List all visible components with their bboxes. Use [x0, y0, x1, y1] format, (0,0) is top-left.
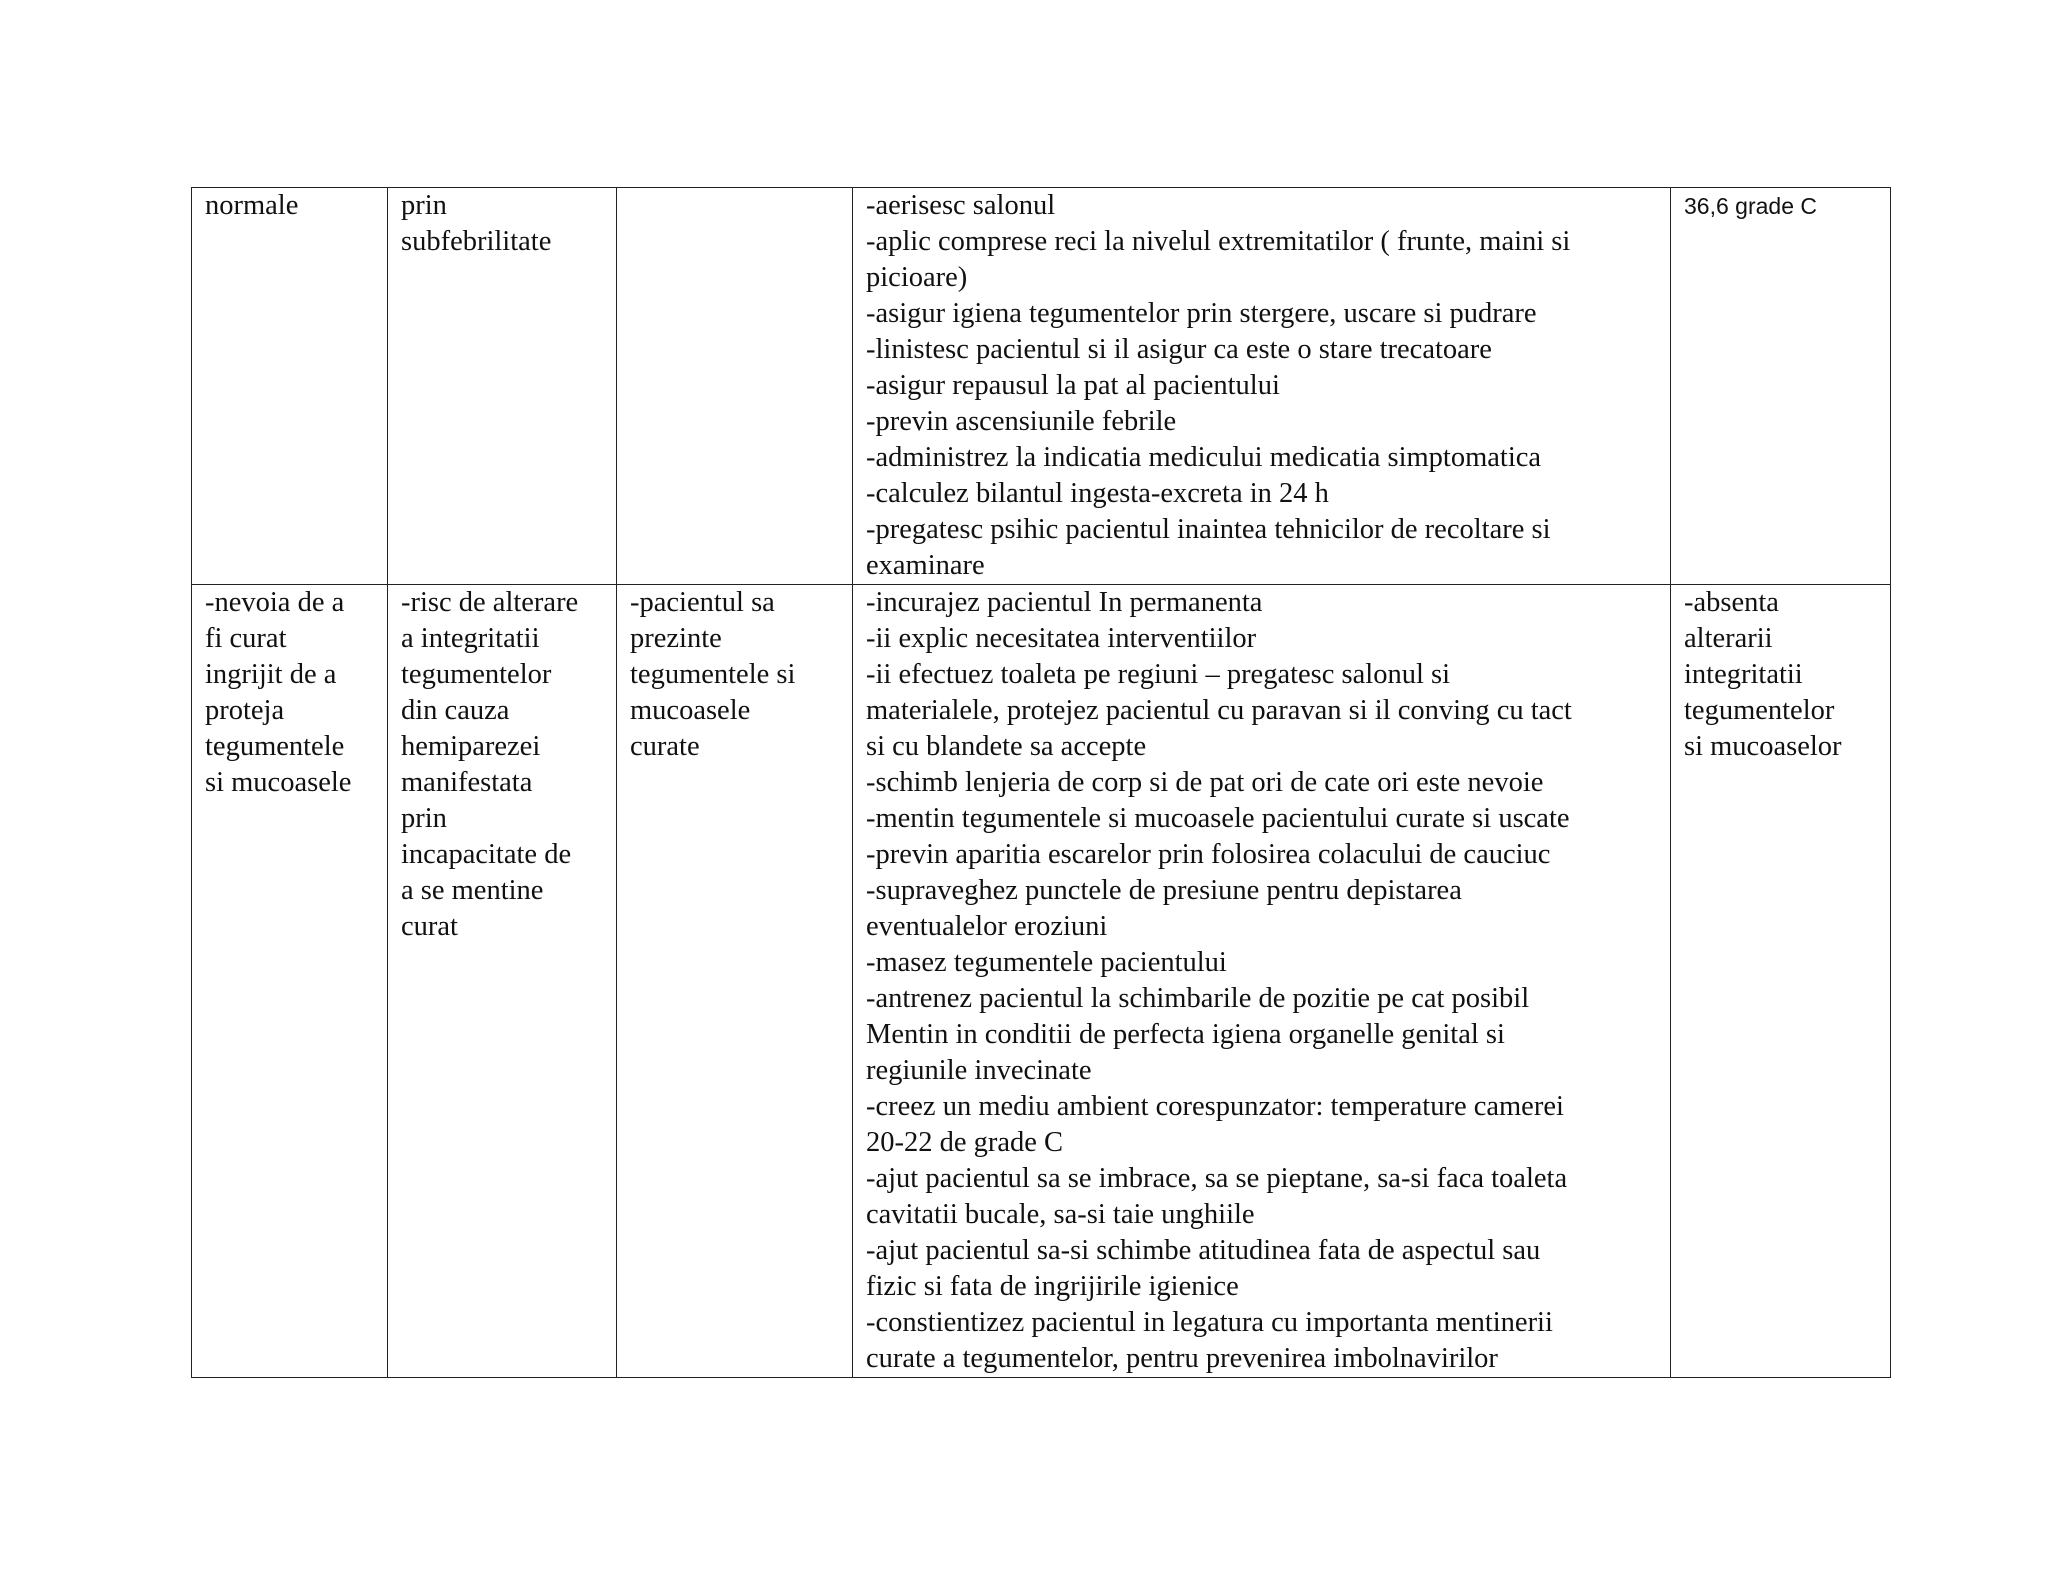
- cell-line: tegumentele: [205, 731, 345, 762]
- cell-line: tegumentelor: [1684, 695, 1835, 726]
- cell-line: -mentin tegumentele si mucoasele pacientului curate si uscate: [866, 803, 1570, 834]
- cell-line: -supraveghez punctele de presiune pentru depistarea: [866, 875, 1462, 906]
- cell-line: a se mentine: [401, 875, 544, 906]
- cell-line: alterarii: [1684, 623, 1773, 654]
- problem-cell: [388, 188, 617, 585]
- objective-cell: [617, 585, 853, 1378]
- cell-line: a integritatii: [401, 623, 540, 654]
- cell-line: mucoasele: [630, 695, 751, 726]
- interventions-cell: [853, 188, 1671, 585]
- cell-line: normale: [205, 190, 299, 221]
- cell-line: examinare: [866, 550, 985, 581]
- cell-line: -ii efectuez toaleta pe regiuni – pregatesc salonul si: [866, 659, 1450, 690]
- evaluation-cell: [1671, 188, 1891, 585]
- cell-line: -nevoia de a: [205, 587, 345, 618]
- cell-line: regiunile invecinate: [866, 1055, 1092, 1086]
- cell-line: -schimb lenjeria de corp si de pat ori de cate ori este nevoie: [866, 767, 1544, 798]
- cell-line: cavitatii bucale, sa-si taie unghiile: [866, 1199, 1255, 1230]
- cell-line: -absenta: [1684, 587, 1779, 618]
- cell-line: si mucoaselor: [1684, 731, 1842, 762]
- cell-line: ingrijit de a: [205, 659, 337, 690]
- cell-line: eventualelor eroziuni: [866, 911, 1108, 942]
- cell-line: -aplic comprese reci la nivelul extremitatilor ( frunte, maini si: [866, 226, 1571, 257]
- cell-line: -asigur repausul la pat al pacientului: [866, 370, 1280, 401]
- cell-line: -ajut pacientul sa se imbrace, sa se pieptane, sa-si faca toaleta: [866, 1163, 1568, 1194]
- need-cell: [192, 188, 388, 585]
- cell-line: prin: [401, 190, 447, 221]
- cell-line: -linistesc pacientul si il asigur ca este o stare trecatoare: [866, 334, 1492, 365]
- cell-line: proteja: [205, 695, 285, 726]
- cell-line: -previn aparitia escarelor prin folosirea colacului de cauciuc: [866, 839, 1551, 870]
- cell-line: tegumentelor: [401, 659, 552, 690]
- cell-line: din cauza: [401, 695, 510, 726]
- cell-line: Mentin in conditii de perfecta igiena organelle genital si: [866, 1019, 1505, 1050]
- cell-line: hemiparezei: [401, 731, 541, 762]
- table-row: [192, 585, 1891, 1378]
- cell-line: curate: [630, 731, 700, 762]
- cell-line: fizic si fata de ingrijirile igienice: [866, 1271, 1239, 1302]
- cell-line: subfebrilitate: [401, 226, 552, 257]
- cell-line: fi curat: [205, 623, 287, 654]
- cell-line: curat: [401, 911, 458, 942]
- interventions-cell: [853, 585, 1671, 1378]
- table-row: [192, 188, 1891, 585]
- need-cell: [192, 585, 388, 1378]
- cell-line: -ii explic necesitatea interventiilor: [866, 623, 1257, 654]
- cell-line: materialele, protejez pacientul cu paravan si il conving cu tact: [866, 695, 1572, 726]
- cell-line: si cu blandete sa accepte: [866, 731, 1147, 762]
- cell-line: -pacientul sa: [630, 587, 775, 618]
- cell-line: 20-22 de grade C: [866, 1127, 1064, 1158]
- cell-line: tegumentele si: [630, 659, 796, 690]
- cell-line: incapacitate de: [401, 839, 572, 870]
- cell-line: prezinte: [630, 623, 722, 654]
- cell-line: integritatii: [1684, 659, 1803, 690]
- cell-line: curate a tegumentelor, pentru prevenirea imbolnavirilor: [866, 1343, 1498, 1374]
- cell-line: -incurajez pacientul In permanenta: [866, 587, 1263, 618]
- cell-line: prin: [401, 803, 447, 834]
- cell-line: -administrez la indicatia medicului medicatia simptomatica: [866, 442, 1542, 473]
- evaluation-cell: [1671, 585, 1891, 1378]
- cell-line: -constientizez pacientul in legatura cu importanta mentinerii: [866, 1307, 1553, 1338]
- cell-line: -calculez bilantul ingesta-excreta in 24 h: [866, 478, 1329, 509]
- cell-line: 36,6 grade C: [1684, 193, 1817, 219]
- cell-line: -creez un mediu ambient corespunzator: temperature camerei: [866, 1091, 1564, 1122]
- problem-cell: [388, 585, 617, 1378]
- objective-cell: [617, 188, 853, 585]
- cell-line: si mucoasele: [205, 767, 352, 798]
- cell-line: -pregatesc psihic pacientul inaintea tehnicilor de recoltare si: [866, 514, 1551, 545]
- cell-line: picioare): [866, 262, 968, 293]
- cell-line: -previn ascensiunile febrile: [866, 406, 1177, 437]
- care-plan-table: [191, 187, 1891, 1378]
- cell-line: manifestata: [401, 767, 533, 798]
- cell-line: -risc de alterare: [401, 587, 579, 618]
- cell-line: -masez tegumentele pacientului: [866, 947, 1227, 978]
- cell-line: -ajut pacientul sa-si schimbe atitudinea fata de aspectul sau: [866, 1235, 1541, 1266]
- cell-line: -aerisesc salonul: [866, 190, 1056, 221]
- cell-line: -antrenez pacientul la schimbarile de pozitie pe cat posibil: [866, 983, 1530, 1014]
- cell-line: -asigur igiena tegumentelor prin stergere, uscare si pudrare: [866, 298, 1537, 329]
